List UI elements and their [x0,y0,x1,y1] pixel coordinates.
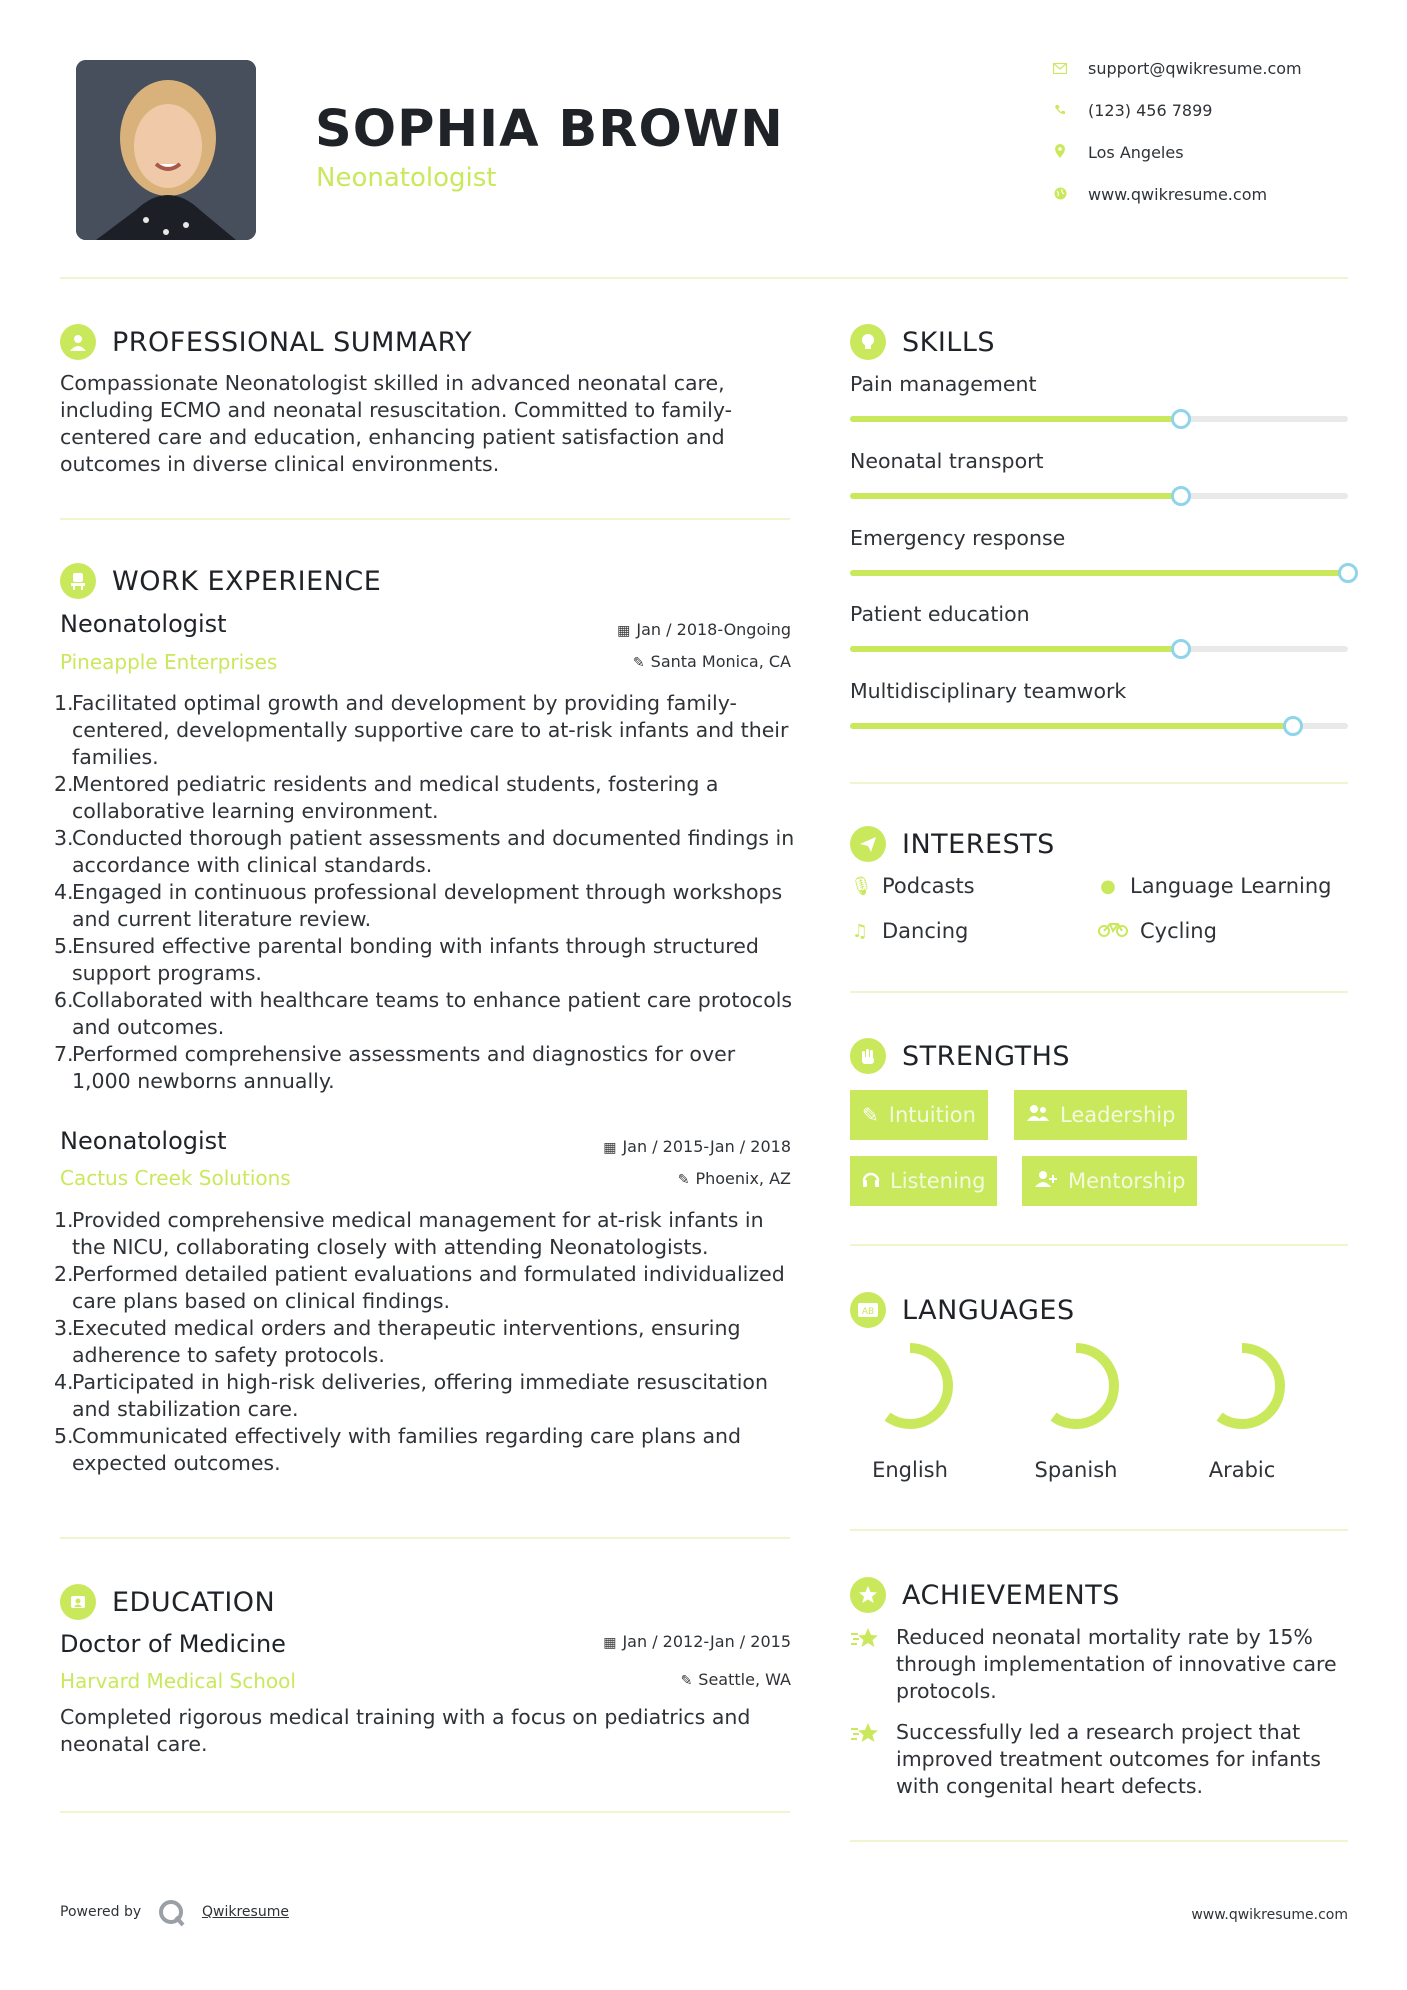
calendar-icon: ▦ [603,1635,617,1651]
contact-website[interactable] [1052,185,1352,204]
job-1-location [633,652,791,671]
calendar-icon: ▦ [617,623,631,639]
skill-bar-fill [850,416,1181,422]
language-icon [850,1292,886,1328]
list-item: 1. Facilitated optimal growth and development by providing family-centered, developmentally supportive care to at-risk infants and their families. [54,691,789,769]
candidate-name: SOPHIA BROWN [315,100,784,159]
interests-heading-text: INTERESTS [902,828,1055,860]
strength-label: Leadership [1060,1103,1176,1127]
strengths-divider [850,1244,1348,1246]
achievements-divider [850,1840,1348,1842]
qwikresume-link[interactable]: Qwikresume [202,1904,289,1920]
education-dates [603,1632,791,1651]
paper-plane-icon [850,826,886,862]
pin-icon: ✎ [677,1172,690,1188]
languages-heading-text: LANGUAGES [902,1294,1075,1326]
interests-heading [850,826,1055,862]
svg-text:AB: AB [861,1307,875,1317]
list-item-text: Performed comprehensive assessments and diagnostics for over 1,000 newborns annually. [72,1042,736,1093]
skill-bar-knob [1171,486,1191,506]
interest-cycling [1098,919,1217,943]
language-label: Arabic [1208,1458,1276,1482]
job-1-dates [617,620,791,639]
achievements-heading-text: ACHIEVEMENTS [902,1579,1120,1611]
skill-label: Patient education [850,602,1030,626]
job-2-dates-text: Jan / 2015-Jan / 2018 [622,1137,791,1156]
language-ring [1029,1339,1123,1437]
summary-divider [60,518,790,520]
star-icon [850,1577,886,1613]
envelope-icon [1052,59,1068,78]
job-2-dates [603,1137,791,1156]
strength-chip-mentorship [1022,1156,1197,1206]
job-2-location-text: Phoenix, AZ [695,1169,791,1188]
headphones-icon [862,1169,880,1193]
interest-dancing [850,919,968,943]
education-heading [60,1584,275,1620]
skill-bar-fill [850,493,1181,499]
achievement-1-text: Reduced neonatal mortality rate by 15% through implementation of innovative care protocols. [896,1625,1337,1703]
microphone-icon: 🎙︎ [850,875,873,897]
skill-label: Pain management [850,372,1037,396]
job-1-company: Pineapple Enterprises [60,650,278,674]
language-ring [1195,1339,1289,1437]
skill-bar-track [850,646,1348,652]
list-item-text: Executed medical orders and therapeutic interventions, ensuring adherence to safety protocols. [72,1316,741,1367]
experience-heading [60,563,381,599]
strengths-heading [850,1038,1070,1074]
skill-bar-fill [850,723,1293,729]
strength-label: Intuition [888,1103,976,1127]
qwikresume-logo-icon [157,1898,187,1932]
list-item: 4. Engaged in continuous professional development through workshops and current literature review. [54,880,783,931]
pin-icon: ✎ [632,655,645,671]
summary-heading [60,324,472,360]
list-item: 7. Performed comprehensive assessments and diagnostics for over 1,000 newborns annually. [54,1042,736,1093]
summary-heading-text: PROFESSIONAL SUMMARY [112,326,473,358]
languages-heading [850,1292,1075,1328]
interest-podcasts [850,874,975,898]
list-item: 1. Provided comprehensive medical management for at-risk infants in the NICU, collaborating closely with attending Neonatologists. [54,1208,764,1259]
education-dates-text: Jan / 2012-Jan / 2015 [622,1632,791,1651]
skill-label: Multidisciplinary teamwork [850,679,1127,703]
globe-icon [1052,185,1068,204]
strength-chip-intuition [850,1090,988,1140]
user-plus-icon [1034,1169,1058,1193]
list-item-text: Mentored pediatric residents and medical students, fostering a collaborative learning environment. [72,772,719,823]
list-item: 2. Mentored pediatric residents and medical students, fostering a collaborative learning environment. [54,772,719,823]
list-item: 4. Participated in high-risk deliveries, offering immediate resuscitation and stabilization care. [54,1370,768,1421]
education-text: Completed rigorous medical training with a focus on pediatrics and neonatal care. [60,1705,751,1756]
skill-label: Neonatal transport [850,449,1044,473]
list-item-text: Ensured effective parental bonding with infants through structured support programs. [72,934,759,985]
education-location [681,1670,791,1689]
pin-icon: ✎ [680,1673,693,1689]
experience-divider [60,1537,790,1539]
hand-icon [850,1038,886,1074]
graduation-icon [60,1584,96,1620]
contact-website-text: www.qwikresume.com [1088,185,1268,204]
strength-label: Mentorship [1068,1169,1186,1193]
list-item-text: Collaborated with healthcare teams to enhance patient care protocols and outcomes. [72,988,793,1039]
experience-heading-text: WORK EXPERIENCE [112,565,382,597]
skill-bar-knob [1171,409,1191,429]
job-1-dates-text: Jan / 2018-Ongoing [636,620,791,639]
list-item-text: Provided comprehensive medical management for at-risk infants in the NICU, collaborating closely with attending Neonatologists. [72,1208,764,1259]
job-2-company: Cactus Creek Solutions [60,1166,291,1190]
list-item: 3. Executed medical orders and therapeutic interventions, ensuring adherence to safety protocols. [54,1316,741,1367]
list-item-text: Conducted thorough patient assessments and documented findings in accordance with clinical standards. [72,826,795,877]
job-2-list [54,1207,799,1477]
list-item: 6. Collaborated with healthcare teams to enhance patient care protocols and outcomes. [54,988,793,1039]
skill-bar-knob [1283,716,1303,736]
contact-location [1052,143,1352,162]
achievement-2-text: Successfully led a research project that improved treatment outcomes for infants with congenital heart defects. [896,1720,1321,1798]
language-label: English [872,1458,948,1482]
skill-label: Emergency response [850,526,1066,550]
bicycle-icon [1098,921,1128,942]
list-item: 5. Communicated effectively with families regarding care plans and expected outcomes. [54,1424,742,1475]
interest-label: Cycling [1140,919,1217,943]
interest-label: Dancing [882,919,969,943]
job-1-title: Neonatologist [60,610,227,638]
list-item: 3. Conducted thorough patient assessments and documented findings in accordance with clinical standards. [54,826,795,877]
skill-bar-track [850,416,1348,422]
candidate-title: Neonatologist [316,163,497,193]
summary-text: Compassionate Neonatologist skilled in advanced neonatal care, including ECMO and neonatal resuscitation. Committed to family-centered care and education, enhancing patient satisfaction and outcomes in diverse clinical environments. [60,371,733,476]
skill-bar-track [850,723,1348,729]
list-item: 5. Ensured effective parental bonding with infants through structured support programs. [54,934,759,985]
contact-email-text: support@qwikresume.com [1088,59,1302,78]
skill-bar-knob [1171,639,1191,659]
job-1-location-text: Santa Monica, CA [650,652,791,671]
education-divider [60,1811,790,1813]
achievement-1-icon [850,1626,882,1656]
achievements-heading [850,1577,1120,1613]
list-item-text: Facilitated optimal growth and development by providing family-centered, developmentally supportive care to at-risk infants and their families. [72,691,789,769]
education-heading-text: EDUCATION [112,1586,276,1618]
contact-email[interactable] [1052,59,1352,78]
job-2-location [678,1169,791,1188]
achievement-2-icon [850,1721,882,1751]
skills-heading [850,324,995,360]
strength-label: Listening [890,1169,986,1193]
education-degree: Doctor of Medicine [60,1630,286,1658]
skill-bar-fill [850,570,1348,576]
calendar-icon: ▦ [603,1140,617,1156]
skills-heading-text: SKILLS [902,326,996,358]
skill-bar-track [850,570,1348,576]
strength-chip-listening [850,1156,997,1206]
languages-divider [850,1529,1348,1531]
profile-photo [76,60,256,240]
interest-label: Podcasts [882,874,975,898]
phone-icon [1052,101,1068,120]
interest-language-learning [1098,874,1331,898]
skill-bar-fill [850,646,1181,652]
education-location-text: Seattle, WA [698,1670,791,1689]
lightbulb-icon [850,324,886,360]
education-school: Harvard Medical School [60,1669,296,1693]
strength-chip-leadership [1014,1090,1187,1140]
users-icon [1026,1103,1050,1127]
job-1-list [54,690,799,1095]
powered-by-label: Powered by [60,1904,142,1920]
strengths-heading-text: STRENGTHS [902,1040,1071,1072]
language-ring [863,1339,957,1437]
footer-website-link[interactable]: www.qwikresume.com [1191,1907,1348,1923]
interest-label: Language Learning [1130,874,1332,898]
music-icon: ♫ [851,920,869,942]
map-pin-icon [1052,143,1068,162]
list-item: 2. Performed detailed patient evaluations and formulated individualized care plans based on clinical findings. [54,1262,785,1313]
job-2-title: Neonatologist [60,1127,227,1155]
skills-divider [850,782,1348,784]
globe-icon: ● [1100,875,1116,897]
chair-icon [60,563,96,599]
list-item-text: Performed detailed patient evaluations and formulated individualized care plans based on clinical findings. [72,1262,785,1313]
magic-wand-icon: ✎ [862,1103,879,1127]
header-divider [60,277,1348,279]
contact-phone[interactable] [1052,101,1352,120]
user-icon [60,324,96,360]
interests-divider [850,991,1348,993]
language-label: Spanish [1034,1458,1118,1482]
contact-location-text: Los Angeles [1088,143,1184,162]
skill-bar-knob [1338,563,1358,583]
list-item-text: Engaged in continuous professional development through workshops and current literature review. [72,880,783,931]
contact-phone-text: (123) 456 7899 [1088,101,1213,120]
skill-bar-track [850,493,1348,499]
list-item-text: Participated in high-risk deliveries, offering immediate resuscitation and stabilization care. [72,1370,768,1421]
list-item-text: Communicated effectively with families regarding care plans and expected outcomes. [72,1424,742,1475]
